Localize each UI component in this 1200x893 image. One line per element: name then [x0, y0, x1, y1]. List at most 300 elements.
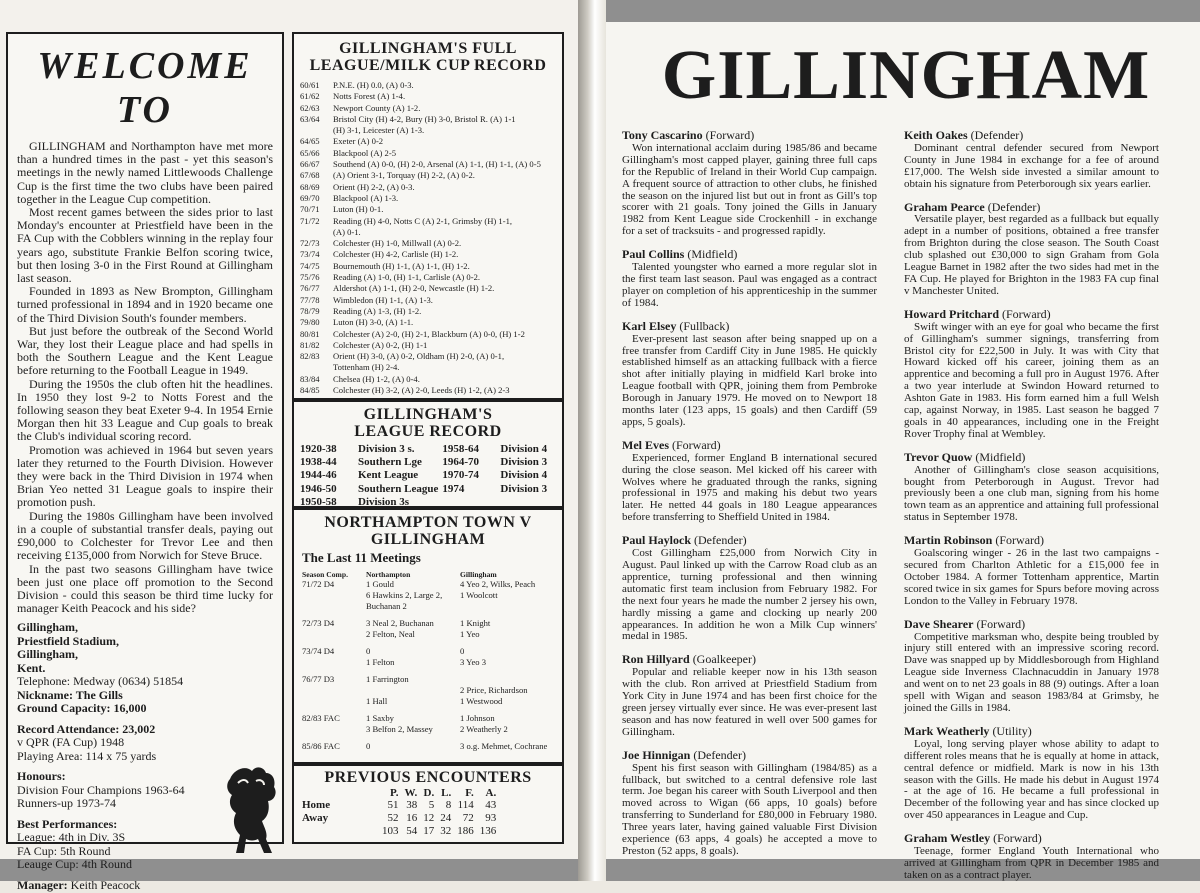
gillingham-scorers: 1 Woolcott [460, 590, 498, 600]
player-position: (Goalkeeper) [692, 652, 756, 667]
cup-results: Blackpool (A) 2-5 [333, 147, 397, 158]
gillingham-title: GILLINGHAM [661, 37, 1151, 114]
league-record-box [292, 400, 564, 508]
welcome-paragraph: Promotion was achieved in 1964 but seven years later they returned to the Fourth Division. However they were back in the Third Division in 1974 when Brian Yeo netted 31 League goals to inspire their promotion push. [17, 442, 273, 510]
honour-item: Runners-up 1973-74 [17, 796, 116, 811]
cup-record-row [300, 238, 541, 249]
cup-results: P.N.E. (H) 0.0, (A) 0-3. [333, 80, 414, 90]
cup-results: Orient (H) 2-2, (A) 0-3. [333, 181, 415, 192]
northampton-scorers: 1 Gould [366, 579, 394, 589]
player-profile [904, 199, 1159, 298]
welcome-paragraph: Founded in 1893 as New Brompton, Gillingham turned professional in 1894 and in 1920 became one of the Third Division South's founder members. [17, 284, 273, 325]
league-record-row [300, 469, 551, 482]
league-division: Division 3 s. [358, 443, 415, 455]
cup-results: Luton (H) 3-0, (A) 1-1. [333, 317, 414, 328]
northampton-scorers: 2 Felton, Neal [366, 629, 415, 639]
encounters-header-row [302, 787, 499, 799]
northampton-scorers: 0 [366, 646, 371, 656]
player-name [904, 130, 1159, 142]
meeting-season: 73/74 D4 [302, 646, 335, 656]
player-name-text: Karl Elsey [622, 318, 677, 333]
cup-results: Colchester (H) 3-2, (A) 2-0, Leeds (H) 1-2, (A) 2-3 [333, 385, 510, 396]
player-profile [622, 130, 877, 238]
league-record-row [300, 483, 551, 496]
left-page [0, 0, 578, 892]
player-bio: Teenage, former England Youth International who arrived at Gillingham from QPR in December 1985 and taken on as a contract player. [904, 845, 1159, 881]
player-name-text: Martin Robinson [904, 533, 993, 548]
player-profile [622, 535, 877, 643]
cup-results: Orient (H) 3-0, (A) 0-2, Oldham (H) 2-0, (A) 0-1, [333, 351, 505, 362]
cup-season: 71/72 [300, 215, 320, 226]
cup-results: (A) 0-1. [333, 226, 361, 237]
player-bio: Versatile player, best regarded as a fullback but equally adept in a number of positions, obtained a free transfer from Brighton during the close season. The South Coast club splashed out £30,000 to sign Graham from Gola League Barnet in 1982 after the two sides had met in the FA Cup. He played for Brighton in the 1983 FA cup final v Manchester United. [904, 213, 1159, 297]
encounters-value: 103 [382, 825, 399, 837]
encounters-value: 72 [462, 812, 474, 824]
meetings-header: Northampton [366, 570, 411, 579]
player-position: (Defender) [987, 199, 1041, 214]
player-bio: Talented youngster who earned a more regular slot in the first team last season. Paul was engaged as a contract player on completion of his apprenticeship in the summer of 1984. [622, 261, 877, 309]
cup-record-row [300, 374, 541, 385]
welcome-paragraph: During the 1980s Gillingham have been involved in a couple of substantial transfer deals, paying out £90,000 to Colchester for Trevor Lee and then receiving £135,000 from Norwich for Steve Bruce. [17, 508, 273, 563]
cup-record-row [300, 125, 541, 136]
telephone: Telephone: Medway (0634) 51854 [17, 674, 184, 689]
meetings-row [302, 741, 549, 752]
cup-record-box [292, 32, 564, 400]
cup-results: Colchester (H) 1-0, Millwall (A) 0-2. [333, 238, 462, 249]
player-name [622, 130, 877, 142]
player-profile [904, 833, 1159, 882]
cup-record-row [300, 351, 541, 362]
cup-season: 79/80 [300, 317, 320, 328]
player-name-text: Trevor Quow [904, 449, 973, 464]
player-bio: Another of Gillingham's close season acquisitions, bought from Peterborough in August. Trevor had previously been a one club man, signing from his home town team as an apprentice and attaining full professional status in September 1978. [904, 463, 1159, 524]
record-attendance: Record Attendance: 23,002 [17, 721, 156, 736]
cup-results: Luton (H) 0-1. [333, 204, 384, 215]
player-bio: Loyal, long serving player whose ability to adapt to different roles means that he is equally at home in attack, central defence or midfield. Mark is now in his 13th season with the Gills. He made his debut in August 1974 - at the age of 16. He became a full professional in December of the following year and has since clocked up over 450 appearances in League and Cup. [904, 737, 1159, 822]
meetings-row [302, 657, 549, 668]
player-profile [904, 535, 1159, 607]
cup-season [300, 125, 333, 136]
cup-results: Reading (A) 1-0, (H) 1-1, Carlisle (A) 0-2. [333, 272, 481, 283]
league-record-table [300, 443, 551, 509]
meetings-row [302, 629, 549, 640]
encounters-value: 51 [387, 799, 399, 811]
player-profile [622, 249, 877, 310]
player-position: (Defender) [694, 533, 747, 548]
cup-season: 69/70 [300, 192, 320, 203]
meeting-season: 71/72 D4 [302, 579, 335, 589]
league-division: Kent League [358, 469, 419, 482]
player-bio: Cost Gillingham £25,000 from Norwich City in August. Paul linked up with the Carrow Road club as an apprentice, turning professional and then winning automatic first team inclusion from February 1982. For the next four years he made the number 2 jersey his own, hardly missing a game and clocking up nearly 200 appearances. In addition he won a Milk Cup winners' medal in 1985. [622, 547, 877, 643]
cup-record-row [300, 193, 541, 204]
kent-horse-icon [216, 761, 284, 859]
player-profile [904, 616, 1159, 715]
encounters-header: F. [465, 787, 474, 799]
meetings-row [302, 646, 549, 657]
player-name-text: Tony Cascarino [622, 128, 703, 142]
welcome-box [6, 32, 284, 892]
league-years: 1944-46 [300, 469, 337, 482]
cup-season: 70/71 [300, 204, 320, 215]
meeting-season [302, 657, 366, 668]
league-record-row [300, 443, 551, 456]
honours-label: Honours: [17, 769, 66, 784]
player-bio: Ever-present last season after being snapped up on a free transfer from Cardiff City in June 1985. He quickly established himself as an attacking fullback with a fierce shot after initially playing in midfield Karl broke into League football with QPR, joining them from Pembroke Borough in January 1979. He moved on to Newport 18 months later (123 apps, 15 goals) and then Cardiff (59 apps, 5 goals). [622, 332, 877, 428]
player-bio: Dominant central defender secured from Newport County in June 1984 in exchange for a fee of around £17,000. The Welsh side invested a similar amount to obtain his signature from Peterborough six years earlier. [904, 141, 1159, 190]
player-name-text: Dave Shearer [904, 616, 974, 631]
meeting-season: 82/83 FAC [302, 713, 340, 723]
league-division: Division 3s [358, 495, 410, 508]
player-profile [622, 654, 877, 738]
cup-season: 83/84 [300, 373, 320, 384]
best-item: FA Cup: 5th Round [17, 843, 111, 858]
player-profile [904, 723, 1159, 822]
encounters-value: 16 [406, 812, 418, 824]
cup-results: Colchester (H) 4-2, Carlisle (H) 1-2. [333, 249, 459, 260]
cup-season: 60/61 [300, 80, 320, 90]
meeting-season [302, 629, 366, 640]
league-years: 1974 [442, 482, 465, 495]
cup-season: 61/62 [300, 91, 320, 102]
player-profile [904, 306, 1159, 441]
cup-record-row [300, 159, 541, 170]
meetings-title [302, 514, 554, 548]
encounters-value: 38 [406, 799, 418, 811]
northampton-scorers: 1 Saxby [366, 713, 394, 723]
player-bio: Spent his first season with Gillingham (1984/85) as a fullback, but switched to a central defensive role last term. Joe began his career with South Liverpool and then moved across to Wigan (66 apps, 10 goals) before transferring to Sunderland for £80,000 in February 1980. Three years later, having gained valuable First Division experience (63 apps, 4 goals) he accepted a move to Preston (52 apps, 8 goals). [622, 761, 877, 857]
cup-results: Colchester (A) 2-0, (H) 2-1, Blackburn (A) 0-0, (H) 1-2 [333, 328, 525, 339]
best-item: Leauge Cup: 4th Round [17, 857, 132, 872]
encounters-value: 32 [440, 825, 452, 837]
encounters-value: 54 [406, 825, 418, 837]
cup-season: 74/75 [300, 260, 320, 271]
league-record-row [300, 456, 551, 469]
cup-record-title [300, 40, 556, 74]
cup-season: 63/64 [300, 113, 320, 124]
encounters-value: 43 [485, 799, 497, 811]
league-division: Division 3 [500, 482, 548, 495]
nickname: Nickname: The Gills [17, 687, 123, 702]
cup-results: Southend (A) 0-0, (H) 2-0, Arsenal (A) 1-1, (H) 1-1, (A) 0-5 [333, 159, 541, 170]
player-name [904, 449, 1159, 464]
profiles-column-2 [904, 130, 1159, 893]
meeting-season [302, 590, 366, 612]
league-years: 1964-70 [442, 456, 480, 469]
encounters-value: 12 [423, 812, 435, 824]
gillingham-scorers: 3 o.g. Mehmet, Cochrane [460, 741, 548, 751]
meetings-box [292, 508, 564, 764]
player-bio: Won international acclaim during 1985/86 and became Gillingham's most capped player, gaining three full caps for the Republic of Ireland in their World Cup campaign. A frequent source of attraction to other clubs, he finished the season on the injured list but out in front as Gill's top scorer with 21 goals. Tony joined the Gills in January 1982 from Kent League side Crockenhill - in exchange for a set of tracksuits - and progressed rapidly. [622, 141, 877, 238]
league-years: 1950-58 [300, 495, 337, 508]
encounters-header: P. [390, 787, 399, 799]
cup-record-row [300, 295, 541, 306]
cup-season: 76/77 [300, 283, 320, 294]
record-attendance-match: v QPR (FA Cup) 1948 [17, 735, 125, 750]
encounters-value: 17 [423, 825, 435, 837]
player-profile [904, 130, 1159, 191]
league-record-title [300, 406, 556, 440]
player-name [904, 306, 1159, 321]
best-item: League: 4th in Div. 3S [17, 830, 126, 845]
cup-record-row [300, 329, 541, 340]
encounters-box [292, 764, 564, 844]
cup-results: Reading (A) 1-3, (H) 1-2. [333, 305, 422, 316]
player-name [904, 833, 1159, 845]
cup-results: Colchester (A) 0-2, (H) 1-1 [333, 339, 428, 350]
cup-season: 84/85 [300, 385, 320, 396]
cup-results: Bristol City (H) 4-2, Bury (H) 3-0, Bristol R. (A) 1-1 [333, 113, 516, 124]
right-page [606, 0, 1200, 881]
encounters-title: PREVIOUS ENCOUNTERS [324, 769, 532, 786]
player-name-text: Keith Oakes [904, 128, 968, 142]
player-name [622, 747, 877, 762]
player-profile [622, 747, 877, 858]
cup-record-row [300, 216, 541, 227]
cup-record-row [300, 283, 541, 294]
meeting-season [302, 685, 366, 696]
cup-season: 64/65 [300, 136, 320, 147]
encounters-blank [302, 787, 379, 799]
gillingham-scorers: 1 Yeo [460, 629, 480, 639]
gillingham-scorers [460, 674, 549, 685]
player-position: (Forward) [995, 533, 1045, 548]
player-position: (Forward) [1002, 306, 1051, 321]
cup-record-row [300, 340, 541, 351]
player-name-text: Graham Pearce [904, 199, 985, 214]
welcome-paragraph: But just before the outbreak of the Second World War, they lost their League place and had spells in both the Southern League and the Kent League before returning to the Football League in 1949. [17, 323, 273, 378]
player-name-text: Joe Hinnigan [622, 747, 691, 762]
encounters-table [302, 787, 499, 838]
league-division: Southern Lge [358, 456, 422, 469]
player-bio: Experienced, former England B international secured during the close season. Mel kicked off his career with Wolves where he graduated through the ranks, signing professional in 1975 and making his debut two years later. He netted 44 goals in 180 League appearances before transferring to Sheffield United in 1984. [622, 451, 877, 524]
meetings-title-line: GILLINGHAM [370, 531, 486, 548]
address-line: Kent. [17, 660, 46, 675]
league-years: 1920-38 [300, 443, 337, 455]
manager-name: Keith Peacock [70, 877, 141, 892]
playing-area: Playing Area: 114 x 75 yards [17, 748, 157, 763]
ground-capacity: Ground Capacity: 16,000 [17, 701, 147, 716]
league-years: 1938-44 [300, 456, 337, 469]
cup-season [300, 227, 333, 238]
cup-record-row [300, 148, 541, 159]
manager-label: Manager: [17, 877, 68, 892]
encounters-value: 5 [428, 799, 435, 811]
meeting-season [302, 724, 366, 735]
encounters-value: 93 [485, 812, 497, 824]
cup-season: 65/66 [300, 147, 320, 158]
meetings-row [302, 696, 549, 707]
cup-record-title-line: LEAGUE/MILK CUP RECORD [309, 57, 547, 74]
cup-season: 81/82 [300, 339, 320, 350]
league-division: Division 4 [500, 443, 548, 455]
cup-record-row [300, 227, 541, 238]
encounters-header: D. [423, 787, 435, 799]
player-position: (Forward) [976, 616, 1026, 631]
cup-results: (A) Orient 3-1, Torquay (H) 2-2, (A) 0-2. [333, 170, 475, 181]
gillingham-scorers: 1 Knight [460, 618, 491, 628]
cup-season [300, 362, 333, 373]
player-position: (Fullback) [679, 318, 730, 333]
meetings-row [302, 685, 549, 696]
cup-results: Aldershot (A) 1-1, (H) 2-0, Newcastle (H) 1-2. [333, 283, 495, 294]
cup-record-row [300, 362, 541, 373]
encounters-header: A. [485, 787, 497, 799]
honour-item: Division Four Champions 1963-64 [17, 782, 185, 797]
meetings-row [302, 579, 549, 590]
player-position: (Defender) [970, 128, 1024, 142]
northampton-scorers [366, 685, 460, 696]
encounters-header: L. [441, 787, 452, 799]
welcome-paragraph: During the 1950s the club often hit the headlines. In 1950 they lost 9-2 to Notts Forest and the following season they beat Exeter 9-4. In 1954 Ernie Morgan then hit 33 League and Cup goals to break the Club's individual scoring record. [17, 376, 273, 444]
player-name-text: Paul Haylock [622, 533, 692, 548]
player-position: (Forward) [705, 128, 755, 142]
cup-record-row [300, 317, 541, 328]
encounters-venue: Away [302, 812, 329, 824]
league-record-title-line: LEAGUE RECORD [354, 423, 502, 440]
cup-record-row [300, 272, 541, 283]
address-line: Gillingham, [17, 647, 79, 662]
league-years: 1946-50 [300, 482, 337, 495]
manager-line [17, 879, 273, 893]
cup-record-table [300, 80, 541, 408]
welcome-paragraph: GILLINGHAM and Northampton have met more than a hundred times in the past - yet this season's meetings in the newly named Littlewoods Challenge Cup is the first time the two clubs have been paired together in the League Cup competition. [17, 139, 273, 206]
cup-results: Blackpool (A) 1-3. [333, 192, 399, 203]
gillingham-scorers: 2 Price, Richardson [460, 685, 528, 695]
player-position: (Forward) [993, 831, 1042, 846]
cup-season: 72/73 [300, 238, 320, 249]
meeting-season: 76/77 D3 [302, 674, 335, 684]
player-position: (Midfield) [687, 247, 738, 262]
gillingham-scorers: 1 Westwood [460, 696, 503, 706]
league-division: Southern League [358, 482, 439, 495]
cup-season: 67/68 [300, 170, 320, 181]
cup-results: Exeter (A) 0-2 [333, 136, 384, 147]
profiles-column-1 [622, 130, 877, 869]
cup-results: Bournemouth (H) 1-1, (A) 1-1, (H) 1-2. [333, 260, 470, 271]
northampton-scorers: 3 Neal 2, Buchanan [366, 618, 434, 628]
player-name-text: Howard Pritchard [904, 306, 999, 321]
northampton-scorers: 6 Hawkins 2, Large 2, Buchanan 2 [366, 590, 443, 611]
player-bio: Competitive marksman who, despite being troubled by injury still entered with an impressive scoring record. Dave was snapped up by Middlesborough from Highland League side Inverness Clachnacuddin in January 1978 and went on to net 23 goals in 88 (9) outings. After a loan spell with Wigan and season 1983/84 at Grimsby, he joined the Gills in 1984. [904, 630, 1159, 714]
top-band [606, 0, 1200, 22]
encounters-value: 8 [445, 799, 452, 811]
encounters-value: 52 [387, 812, 399, 824]
meetings-row [302, 674, 549, 685]
page-fold [578, 0, 606, 881]
player-name-text: Mel Eves [622, 437, 669, 452]
player-name [904, 616, 1159, 631]
player-name [622, 654, 877, 666]
league-division: Division 4 [500, 469, 548, 482]
player-bio: Goalscoring winger - 26 in the last two campaigns - secured from Charlton Athletic for a £15,000 fee in October 1984. A former Tottenham apprentice, Martin scored twice in six games for Spurs before moving across London to the Valley in February 1978. [904, 547, 1159, 607]
welcome-paragraph: In the past two seasons Gillingham have twice been just one place off promotion to the Second Division - could this season be third time lucky for manager Keith Peacock and his side? [17, 561, 273, 616]
northampton-scorers: 1 Felton [366, 657, 395, 667]
league-division: Division 3 [500, 456, 548, 469]
cup-record-title-line: GILLINGHAM'S FULL [339, 40, 517, 57]
meetings-header-row [302, 570, 549, 579]
meetings-row [302, 590, 549, 612]
player-name [904, 723, 1159, 738]
encounters-row [302, 812, 499, 825]
player-name-text: Graham Westley [904, 831, 991, 846]
encounters-venue: Home [302, 799, 331, 811]
league-years: 1970-74 [442, 469, 480, 482]
encounters-value: 186 [457, 825, 474, 837]
cup-season: 78/79 [300, 305, 320, 316]
address-line: Gillingham, [17, 620, 79, 635]
cup-results: Tottenham (H) 2-4. [333, 362, 400, 373]
player-position: (Forward) [672, 437, 721, 452]
player-position: (Midfield) [975, 449, 1026, 464]
encounters-venue [302, 825, 379, 838]
welcome-title: WELCOME TO [37, 45, 253, 131]
gillingham-scorers: 1 Johnson [460, 713, 495, 723]
cup-results: Chelsea (H) 1-2, (A) 0-4. [333, 373, 420, 384]
northampton-scorers: 0 [366, 741, 371, 751]
meetings-title-line: NORTHAMPTON TOWN V [324, 514, 532, 531]
cup-results: Notts Forest (A) 1-4. [333, 91, 406, 102]
cup-results: Newport County (A) 1-2. [333, 102, 421, 113]
cup-record-row [300, 80, 541, 91]
cup-season: 75/76 [300, 272, 320, 283]
cup-results: Reading (H) 4-0, Notts C (A) 2-1, Grimsby (H) 1-1, [333, 215, 513, 226]
address-line: Priestfield Stadium, [17, 633, 119, 648]
cup-record-row [300, 385, 541, 396]
cup-record-row [300, 91, 541, 102]
cup-season: 82/83 [300, 351, 320, 362]
meetings-row [302, 713, 549, 724]
cup-results: (H) 3-1, Leicester (A) 1-3. [333, 125, 425, 136]
gillingham-scorers: 0 [460, 646, 465, 656]
cup-record-row [300, 114, 541, 125]
meeting-season: 72/73 D4 [302, 618, 335, 628]
best-performances-label: Best Performances: [17, 816, 118, 831]
cup-season: 73/74 [300, 249, 320, 260]
player-profile [622, 437, 877, 524]
player-bio: Swift winger with an eye for goal who became the first of Gillingham's summer signings, transferring from Bristol city for £22,500 in July. It was with City that Howard kicked off his career, joining them as an apprentice and becoming a full pro in August 1976. After a two year interlude at Swindon Howard returned to Ashton Gate in 1983. His form earned him a full Welsh cap, against Norway, in 1985. Last season he bagged 7 goals in 40 appearances, including one in the Freight Rover Trophy final at Wembley. [904, 320, 1159, 440]
encounters-value: 24 [440, 812, 452, 824]
encounters-row [302, 825, 499, 838]
welcome-paragraph: Most recent games between the sides prior to last Monday's encounter at Priestfield have been in the FA Cup with the Cobblers winning in the replay four years ago, substitute Frankie Belfon scoring twice, but then losing 3-0 in the First Round at Gillingham last season. [17, 205, 273, 286]
meeting-season [302, 696, 366, 707]
cup-season: 77/78 [300, 294, 320, 305]
player-name-text: Mark Weatherly [904, 723, 990, 738]
meeting-season: 85/86 FAC [302, 741, 340, 751]
meetings-table [302, 570, 549, 752]
cup-season: 62/63 [300, 102, 320, 113]
gillingham-scorers: 4 Yeo 2, Wilks, Peach [460, 579, 536, 589]
meetings-row [302, 724, 549, 735]
cup-record-row [300, 103, 541, 114]
gillingham-scorers: 3 Yeo 3 [460, 657, 487, 667]
encounters-row [302, 799, 499, 812]
league-years: 1958-64 [442, 443, 480, 455]
cup-record-row [300, 306, 541, 317]
meetings-subtitle: The Last 11 Meetings [302, 550, 421, 565]
player-name [622, 437, 877, 452]
northampton-scorers: 1 Farrington [366, 674, 409, 684]
cup-record-row [300, 261, 541, 272]
player-name-text: Paul Collins [622, 247, 685, 262]
encounters-value: 114 [457, 799, 474, 811]
player-position: (Utility) [992, 723, 1032, 738]
player-name [904, 535, 1159, 547]
cup-record-row [300, 170, 541, 181]
cup-record-row [300, 182, 541, 193]
cup-season: 80/81 [300, 328, 320, 339]
northampton-scorers: 3 Belfon 2, Massey [366, 724, 433, 734]
player-name [904, 199, 1159, 214]
